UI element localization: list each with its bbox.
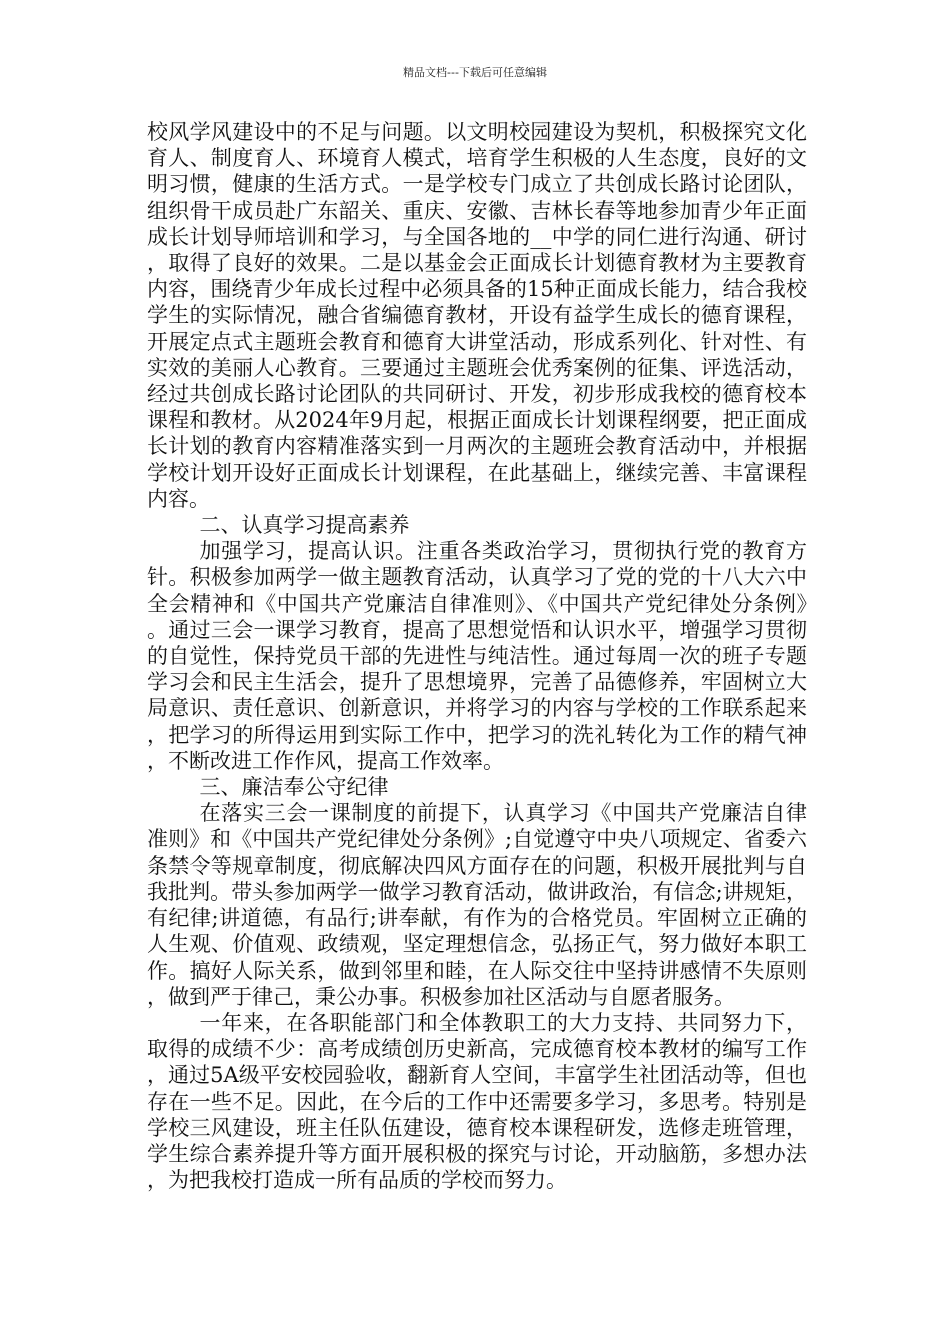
page-header: 精品文档---下载后可任意编辑 <box>403 66 547 79</box>
body-paragraph: 一年来，在各职能部门和全体教职工的大力支持、共同努力下，取得的成绩不少：高考成绩创历史新高，完成德育校本教材的编写工作，通过5A级平安校园验收，翻新育人空间，丰富学生社团活动等，但也存在一些不足。因此，在今后的工作中还需要多学习，多思考。特别是学校三风建设，班主任队伍建设，德育校本课程研发，选修走班管理，学生综合素养提升等方面开展积极的探究与讨论，开动脑筋，多想办法，为把我校打造成一所有品质的学校而努力。 <box>147 1010 807 1193</box>
body-paragraph: 加强学习，提高认识。注重各类政治学习，贯彻执行党的教育方针。积极参加两学一做主题教育活动，认真学习了党的党的十八大六中全会精神和《中国共产党廉洁自律准则》、《中国共产党纪律处分条例》。通过三会一课学习教育，提高了思想觉悟和认识水平，增强学习贯彻的自觉性，保持党员干部的先进性与纯洁性。通过每周一次的班子专题学习会和民主生活会，提升了思想境界，完善了品德修养，牢固树立大局意识、责任意识、创新意识，并将学习的内容与学校的工作联系起来，把学习的所得运用到实际工作中，把学习的洗礼转化为工作的精气神，不断改进工作作风，提高工作效率。 <box>147 539 807 773</box>
body-paragraph: 校风学风建设中的不足与问题。以文明校园建设为契机，积极探究文化育人、制度育人、环境育人模式，培育学生积极的人生态度，良好的文明习惯，健康的生活方式。一是学校专门成立了共创成长路讨论团队，组织骨干成员赴广东韶关、重庆、安徽、吉林长春等地参加青少年正面成长计划导师培训和学习，与全国各地的__中学的同仁进行沟通、研讨，取得了良好的效果。二是以基金会正面成长计划德育教材为主要教育内容，围绕青少年成长过程中必须具备的15种正面成长能力，结合我校学生的实际情况，融合省编德育教材，开设有益学生成长的德育课程，开展定点式主题班会教育和德育大讲堂活动，形成系列化、针对性、有实效的美丽人心教育。三要通过主题班会优秀案例的征集、评选活动，经过共创成长路讨论团队的共同研讨、开发，初步形成我校的德育校本课程和教材。从2024年9月起，根据正面成长计划课程纲要，把正面成长计划的教育内容精准落实到一月两次的主题班会教育活动中，并根据学校计划开设好正面成长计划课程，在此基础上，继续完善、丰富课程内容。 <box>147 120 807 511</box>
section-heading: 三、廉洁奉公守纪律 <box>199 775 389 800</box>
section-heading: 二、认真学习提高素养 <box>199 513 410 538</box>
body-paragraph: 在落实三会一课制度的前提下，认真学习《中国共产党廉洁自律准则》和《中国共产党纪律处分条例》;自觉遵守中央八项规定、省委六条禁令等规章制度，彻底解决四风方面存在的问题，积极开展批判与自我批判。带头参加两学一做学习教育活动，做讲政治，有信念;讲规矩，有纪律;讲道德，有品行;讲奉献，有作为的合格党员。牢固树立正确的人生观、价值观、政绩观，坚定理想信念，弘扬正气，努力做好本职工作。搞好人际关系，做到邻里和睦，在人际交往中坚持讲感情不失原则，做到严于律己，秉公办事。积极参加社区活动与自愿者服务。 <box>147 801 807 1009</box>
document-body <box>147 119 807 1193</box>
